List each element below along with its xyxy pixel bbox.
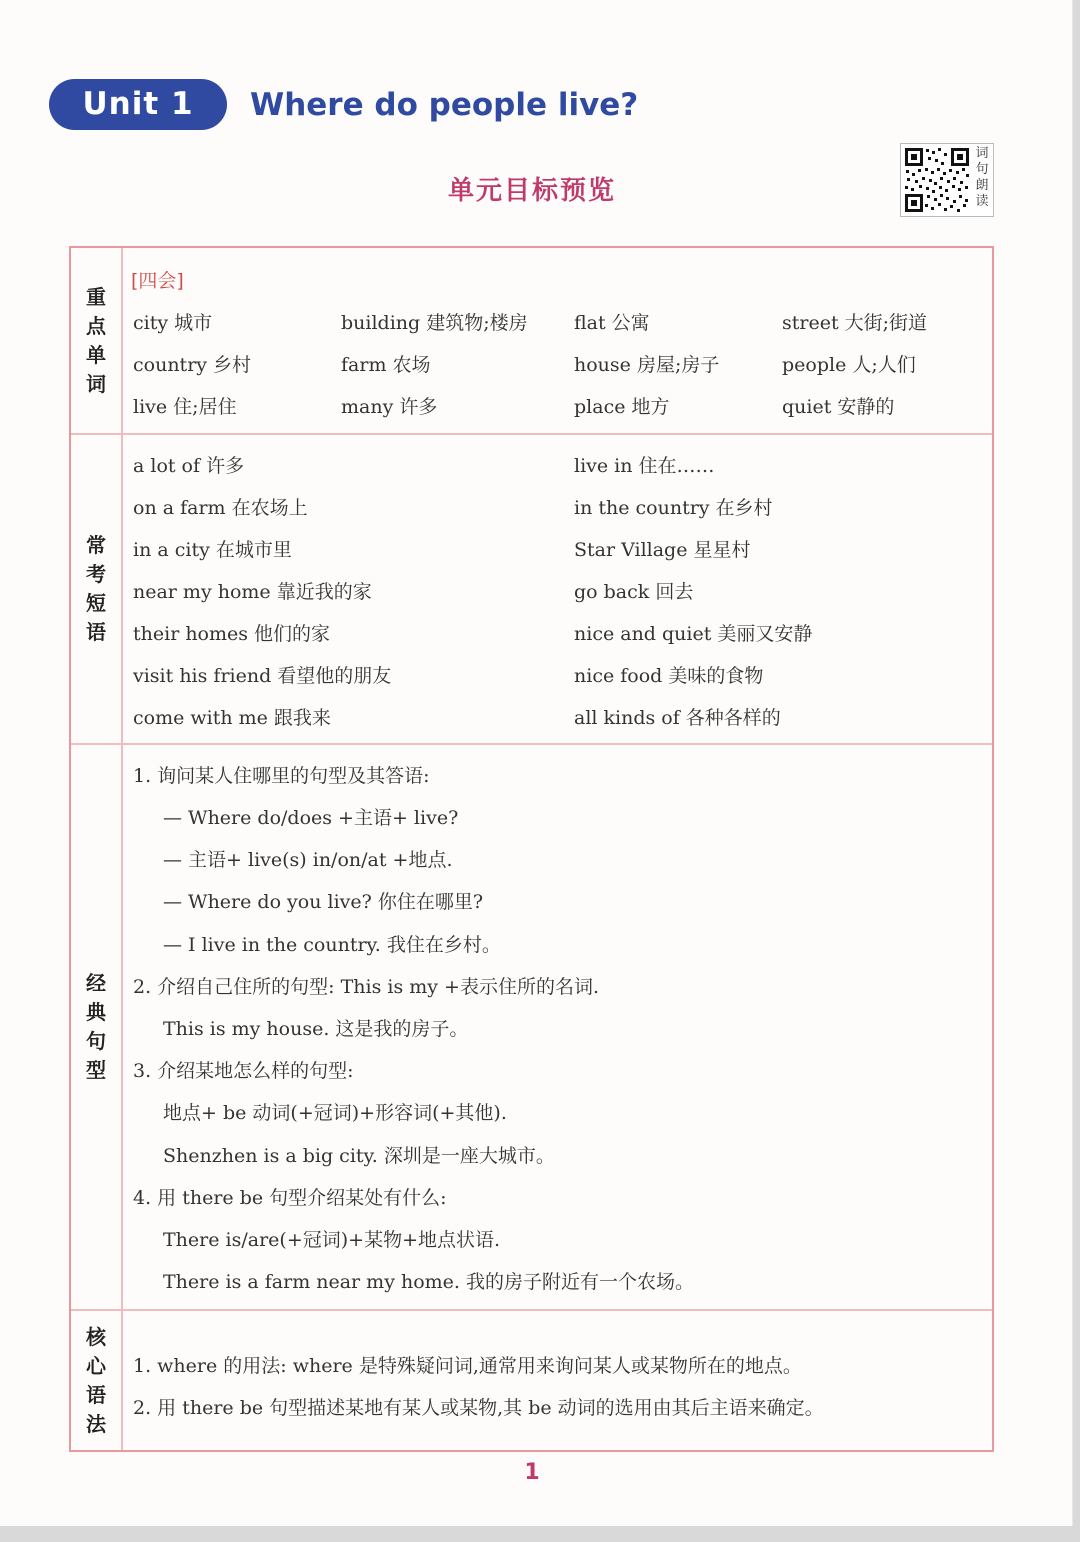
sentence-line: — I live in the country. 我住在乡村。	[163, 934, 501, 956]
sentence-line: 3. 介绍某地怎么样的句型:	[133, 1060, 354, 1082]
sentence-line: — Where do/does +主语+ live?	[163, 807, 459, 829]
sentence-line: 1. 询问某人住哪里的句型及其答语:	[133, 765, 430, 787]
vocab-item: flat 公寓	[574, 312, 650, 334]
sentences-label: 经典句型	[86, 971, 106, 1082]
phrase-item: on a farm 在农场上	[133, 497, 308, 519]
phrase-item: a lot of 许多	[133, 455, 245, 477]
phrase-item: in a city 在城市里	[133, 539, 292, 561]
phrase-item: visit his friend 看望他的朋友	[133, 665, 392, 687]
sentences-label-cell	[71, 745, 123, 1309]
sentence-line: 2. 介绍自己住所的句型: This is my +表示住所的名词.	[133, 976, 600, 998]
vocab-item: quiet 安静的	[782, 396, 895, 418]
vocab-item: farm 农场	[341, 354, 431, 376]
vocab-item: street 大街;街道	[782, 312, 928, 334]
phrase-item: come with me 跟我来	[133, 707, 331, 729]
grammar-content	[123, 1311, 992, 1450]
grammar-line: 1. where 的用法: where 是特殊疑问词,通常用来询问某人或某物所在的地点。	[133, 1355, 802, 1377]
qr-code-box[interactable]	[900, 143, 994, 217]
vocab-item: building 建筑物;楼房	[341, 312, 528, 334]
vocab-item: city 城市	[133, 312, 213, 334]
sentence-line: This is my house. 这是我的房子。	[163, 1018, 469, 1040]
grammar-label: 核心语法	[86, 1324, 106, 1436]
vocabulary-tag: [四会]	[131, 270, 184, 292]
vocab-item: place 地方	[574, 396, 670, 418]
phrases-content	[123, 435, 992, 743]
unit-badge: Unit 1	[49, 79, 227, 130]
phrase-item: Star Village 星星村	[574, 539, 751, 561]
page-number: 1	[524, 1460, 540, 1485]
sentence-line: 地点+ be 动词(+冠词)+形容词(+其他).	[163, 1102, 507, 1124]
grammar-row	[71, 1311, 992, 1450]
unit-goals-table	[69, 246, 994, 1452]
vocab-item: country 乡村	[133, 354, 252, 376]
phrase-item: go back 回去	[574, 581, 694, 603]
sentence-line: — 主语+ live(s) in/on/at +地点.	[163, 849, 453, 871]
phrase-item: in the country 在乡村	[574, 497, 773, 519]
phrase-item: near my home 靠近我的家	[133, 581, 372, 603]
grammar-line: 2. 用 there be 句型描述某地有某人或某物,其 be 动词的选用由其后主语来确定。	[133, 1397, 824, 1419]
section-title: 单元目标预览	[447, 176, 616, 206]
vocab-item: house 房屋;房子	[574, 354, 720, 376]
phrase-item: nice food 美味的食物	[574, 665, 764, 687]
grammar-label-cell	[71, 1311, 123, 1450]
vocabulary-content	[123, 248, 992, 433]
sentence-line: There is/are(+冠词)+某物+地点状语.	[163, 1229, 501, 1251]
sentence-line: 4. 用 there be 句型介绍某处有什么:	[133, 1187, 447, 1209]
vocabulary-label-cell	[71, 248, 123, 433]
phrases-label-cell	[71, 435, 123, 743]
sentences-row	[71, 745, 992, 1311]
sentences-content	[123, 745, 992, 1309]
phrases-row	[71, 435, 992, 745]
vocabulary-label: 重点单词	[86, 284, 106, 396]
qr-code-icon	[904, 147, 970, 213]
vocab-item: people 人;人们	[782, 354, 916, 376]
phrase-item: nice and quiet 美丽又安静	[574, 623, 813, 645]
vocabulary-row	[71, 248, 992, 435]
phrase-item: their homes 他们的家	[133, 623, 331, 645]
phrases-label: 常考短语	[86, 533, 106, 644]
qr-label: 词句朗读	[975, 146, 989, 209]
vocab-item: live 住;居住	[133, 396, 237, 418]
vocab-item: many 许多	[341, 396, 438, 418]
unit-title: Where do people live?	[250, 87, 639, 123]
sentence-line: — Where do you live? 你住在哪里?	[163, 891, 484, 913]
sentence-line: There is a farm near my home. 我的房子附近有一个农场。	[163, 1271, 694, 1293]
phrase-item: live in 住在……	[574, 455, 715, 477]
phrase-item: all kinds of 各种各样的	[574, 707, 781, 729]
sentence-line: Shenzhen is a big city. 深圳是一座大城市。	[163, 1145, 555, 1167]
